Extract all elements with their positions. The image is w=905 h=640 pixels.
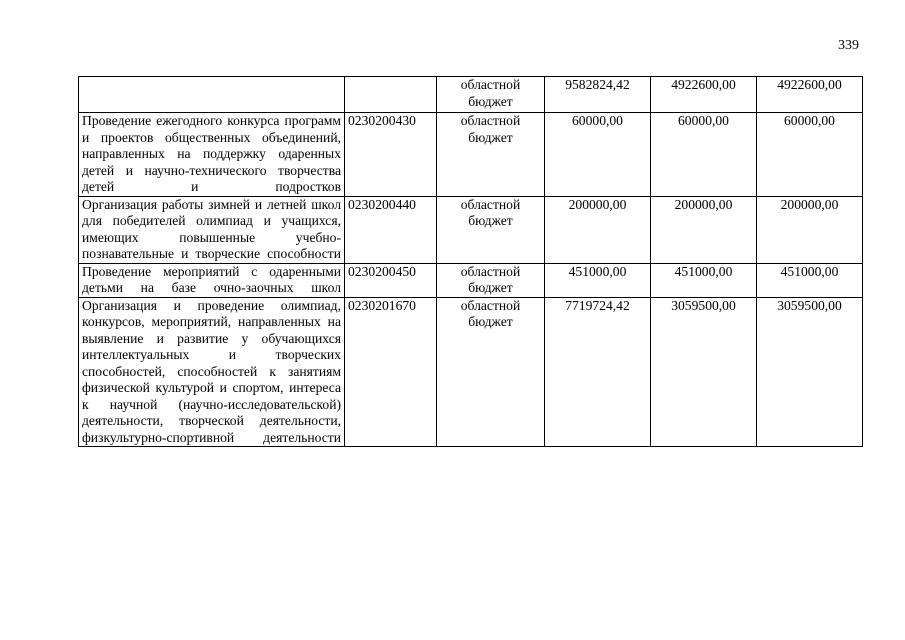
table-row bbox=[79, 263, 863, 297]
value-cell-3: 60000,00 bbox=[757, 113, 863, 197]
description-cell: Проведение мероприятий с одаренными детьми на базе очно-заочных школ bbox=[79, 263, 345, 297]
value-cell-3: 3059500,00 bbox=[757, 297, 863, 447]
value-cell-3: 200000,00 bbox=[757, 196, 863, 263]
source-cell: областной бюджет bbox=[437, 113, 545, 197]
source-cell: областной бюджет bbox=[437, 196, 545, 263]
value-cell-1: 60000,00 bbox=[545, 113, 651, 197]
table-row bbox=[79, 297, 863, 447]
code-cell: 0230200450 bbox=[345, 263, 437, 297]
value-cell-1: 451000,00 bbox=[545, 263, 651, 297]
value-cell-2: 3059500,00 bbox=[651, 297, 757, 447]
description-cell: Проведение ежегодного конкурса программ и проектов общественных объединений, направленных на поддержку одаренных детей и научно-технического творчества детей и подростков bbox=[79, 113, 345, 197]
description-cell bbox=[79, 77, 345, 113]
description-cell: Организация работы зимней и летней школ для победителей олимпиад и учащихся, имеющих повышенные учебно-познавательные и творческие способности bbox=[79, 196, 345, 263]
code-cell: 0230201670 bbox=[345, 297, 437, 447]
value-cell-2: 200000,00 bbox=[651, 196, 757, 263]
value-cell-3: 451000,00 bbox=[757, 263, 863, 297]
table-row bbox=[79, 196, 863, 263]
value-cell-3: 4922600,00 bbox=[757, 77, 863, 113]
value-cell-2: 60000,00 bbox=[651, 113, 757, 197]
value-cell-1: 7719724,42 bbox=[545, 297, 651, 447]
source-cell: областной бюджет bbox=[437, 297, 545, 447]
value-cell-2: 4922600,00 bbox=[651, 77, 757, 113]
table-row bbox=[79, 77, 863, 113]
code-cell: 0230200440 bbox=[345, 196, 437, 263]
page-number: 339 bbox=[838, 38, 859, 53]
description-cell: Организация и проведение олимпиад, конкурсов, мероприятий, направленных на выявление и развитие у обучающихся интеллектуальных и творческих способностей, способностей к занятиям физической культурой и спортом, интереса к научной (научно-исследовательской) деятельности, творческой деятельности, физкультурно-спортивной деятельности bbox=[79, 297, 345, 447]
value-cell-1: 200000,00 bbox=[545, 196, 651, 263]
code-cell: 0230200430 bbox=[345, 113, 437, 197]
code-cell bbox=[345, 77, 437, 113]
source-cell: областной бюджет bbox=[437, 77, 545, 113]
source-cell: областной бюджет bbox=[437, 263, 545, 297]
value-cell-2: 451000,00 bbox=[651, 263, 757, 297]
value-cell-1: 9582824,42 bbox=[545, 77, 651, 113]
table-row bbox=[79, 113, 863, 197]
budget-table bbox=[78, 76, 863, 447]
